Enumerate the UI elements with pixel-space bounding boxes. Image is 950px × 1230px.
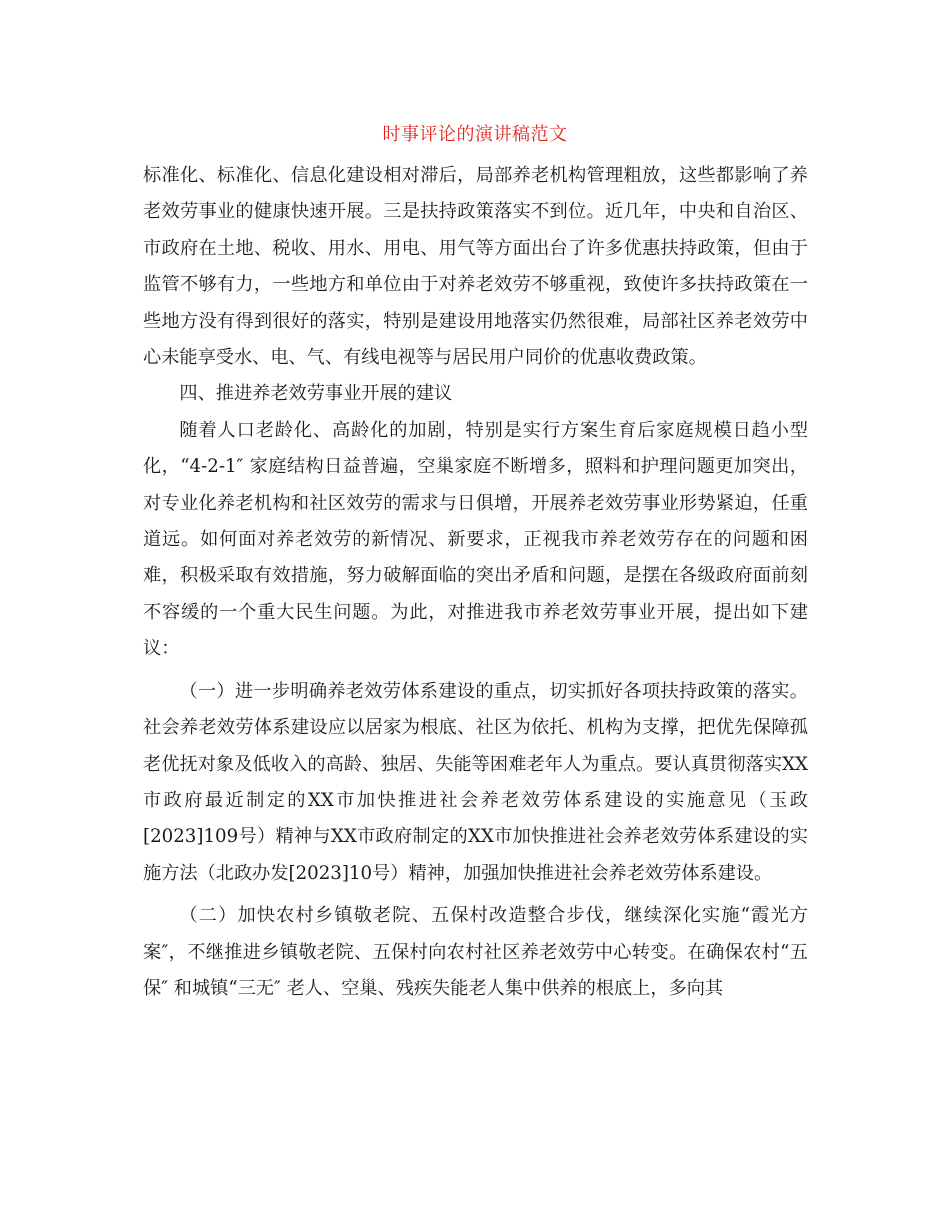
document-body <box>143 158 808 1007</box>
paragraph-1: 标准化、标准化、信息化建设相对滞后，局部养老机构管理粗放，这些都影响了养老效劳事业的健康快速开展。三是扶持政策落实不到位。近几年，中央和自治区、市政府在土地、税收、用水、用电、用气等方面出台了许多优惠扶持政策，但由于监管不够有力，一些地方和单位由于对养老效劳不够重视，致使许多扶持政策在一些地方没有得到很好的落实，特别是建设用地落实仍然很难，局部社区养老效劳中心未能享受水、电、气、有线电视等与居民用户同价的优惠收费政策。 <box>143 165 808 369</box>
paragraph-2: 随着人口老龄化、高龄化的加剧，特别是实行方案生育后家庭规模日趋小型化，“4-2-1″ 家庭结构日益普遍，空巢家庭不断增多，照料和护理问题更加突出，对专业化养老机构和社区效劳的需求与日俱增，开展养老效劳事业形势紧迫，任重道远。如何面对养老效劳的新情况、新要求，正视我市养老效劳存在的问题和困难，积极采取有效措施，努力破解面临的突出矛盾和问题，是摆在各级政府面前刻不容缓的一个重大民生问题。为此，对推进我市养老效劳事业开展，提出如下建议： <box>143 419 808 660</box>
paragraph-3: （一）进一步明确养老效劳体系建设的重点，切实抓好各项扶持政策的落实。社会养老效劳体系建设应以居家为根底、社区为依托、机构为支撑，把优先保障孤老优抚对象及低收入的高龄、独居、失能等困难老年人为重点。要认真贯彻落实XX市政府最近制定的XX市加快推进社会养老效劳体系建设的实施意见（玉政[2023]109号）精神与XX市政府制定的XX市加快推进社会养老效劳体系建设的实施方法（北政办发[2023]10号）精神，加强加快推进社会养老效劳体系建设。 <box>143 680 808 884</box>
document-title: 时事评论的演讲稿范文 <box>382 124 568 145</box>
paragraph-4: （二）加快农村乡镇敬老院、五保村改造整合步伐，继续深化实施“霞光方案″，不继推进乡镇敬老院、五保村向农村社区养老效劳中心转变。在确保农村“五保″ 和城镇“三无″ 老人、空巢、残疾失能老人集中供养的根底上，多向其 <box>143 905 808 999</box>
section-heading: 四、推进养老效劳事业开展的建议 <box>179 383 453 405</box>
